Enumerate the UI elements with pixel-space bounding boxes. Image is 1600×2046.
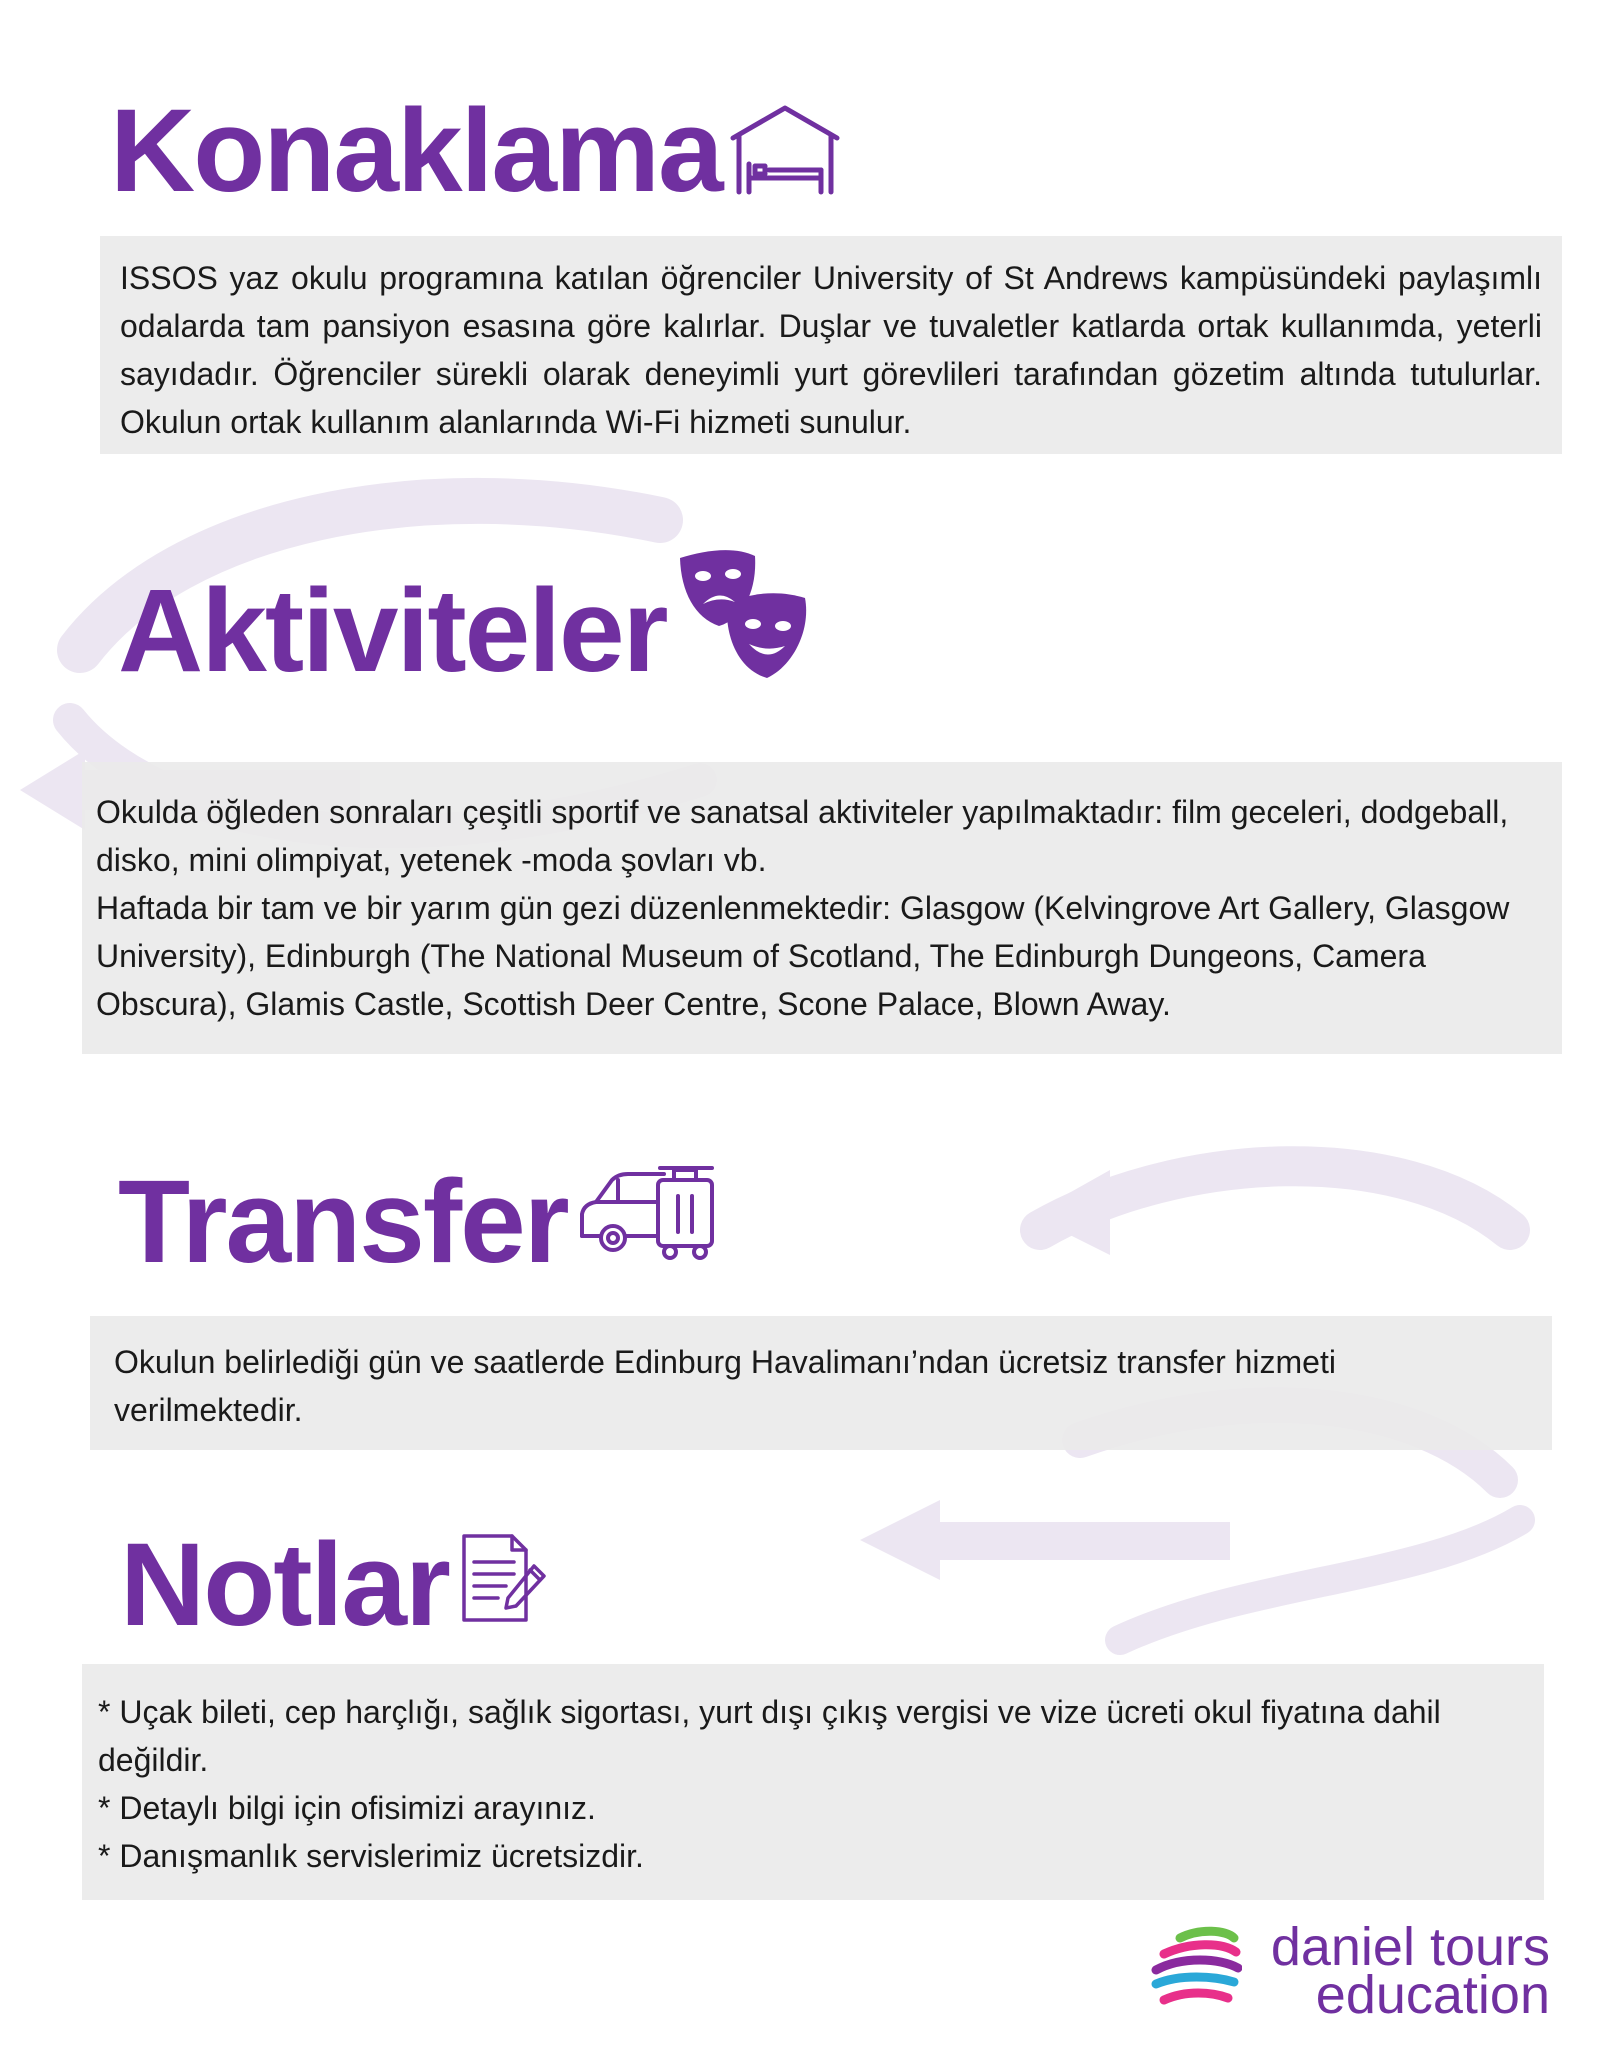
accommodation-title: Konaklama xyxy=(110,85,722,217)
notes-title: Notlar xyxy=(120,1519,449,1651)
notes-item-2: * Detaylı bilgi için ofisimizi arayınız. xyxy=(98,1790,596,1826)
daniel-tours-swirl-logo-icon xyxy=(1150,1926,1242,2012)
house-bed-icon xyxy=(727,104,843,196)
logo-text-line2: education xyxy=(1315,1965,1550,2025)
activities-title: Aktiviteler xyxy=(118,565,667,697)
accommodation-paragraph: ISSOS yaz okulu programına katılan öğrenciler University of St Andrews kampüsündeki paylaşımlı odalarda tam pansiyon esasına göre kalırlar. Duşlar ve tuvaletler katlarda ortak kullanımda, yeterli sayıdadır. Öğrenciler sürekli olarak deneyimli yurt görevlileri tarafından gözetim altında tutulurlar. Okulun ortak kullanım alanlarında Wi-Fi hizmeti sunulur. xyxy=(120,260,1542,440)
theater-masks-icon xyxy=(675,548,815,684)
daniel-tours-logo xyxy=(1150,1917,1550,2032)
notes-text-box xyxy=(82,1664,1544,1900)
document-pen-icon xyxy=(460,1532,548,1624)
activities-paragraph-1: Okulda öğleden sonraları çeşitli sportif ve sanatsal aktiviteler yapılmaktadır: film geceleri, dodgeball, disko, mini olimpiyat, yetenek -moda şovları vb. xyxy=(96,794,1509,878)
transfer-paragraph: Okulun belirlediği gün ve saatlerde Edinburg Havalimanı’ndan ücretsiz transfer hizmeti verilmektedir. xyxy=(114,1344,1336,1428)
activities-text-box xyxy=(82,762,1562,1054)
transfer-title: Transfer xyxy=(118,1156,568,1288)
car-luggage-icon xyxy=(578,1166,718,1262)
logo-text-line1: daniel tours xyxy=(1270,1917,1550,1977)
transfer-text-box xyxy=(90,1316,1552,1450)
accommodation-text-box xyxy=(100,236,1562,454)
notes-item-3: * Danışmanlık servislerimiz ücretsizdir. xyxy=(98,1838,644,1874)
activities-paragraph-2: Haftada bir tam ve bir yarım gün gezi düzenlenmektedir: Glasgow (Kelvingrove Art Gallery, Glasgow University), Edinburgh (The National Museum of Scotland, The Edinburgh Dungeons, Camera Obscura), Glamis Castle, Scottish Deer Centre, Scone Palace, Blown Away. xyxy=(96,890,1510,1022)
notes-item-1: * Uçak bileti, cep harçlığı, sağlık sigortası, yurt dışı çıkış vergisi ve vize ücreti okul fiyatına dahil değildir. xyxy=(98,1694,1441,1778)
